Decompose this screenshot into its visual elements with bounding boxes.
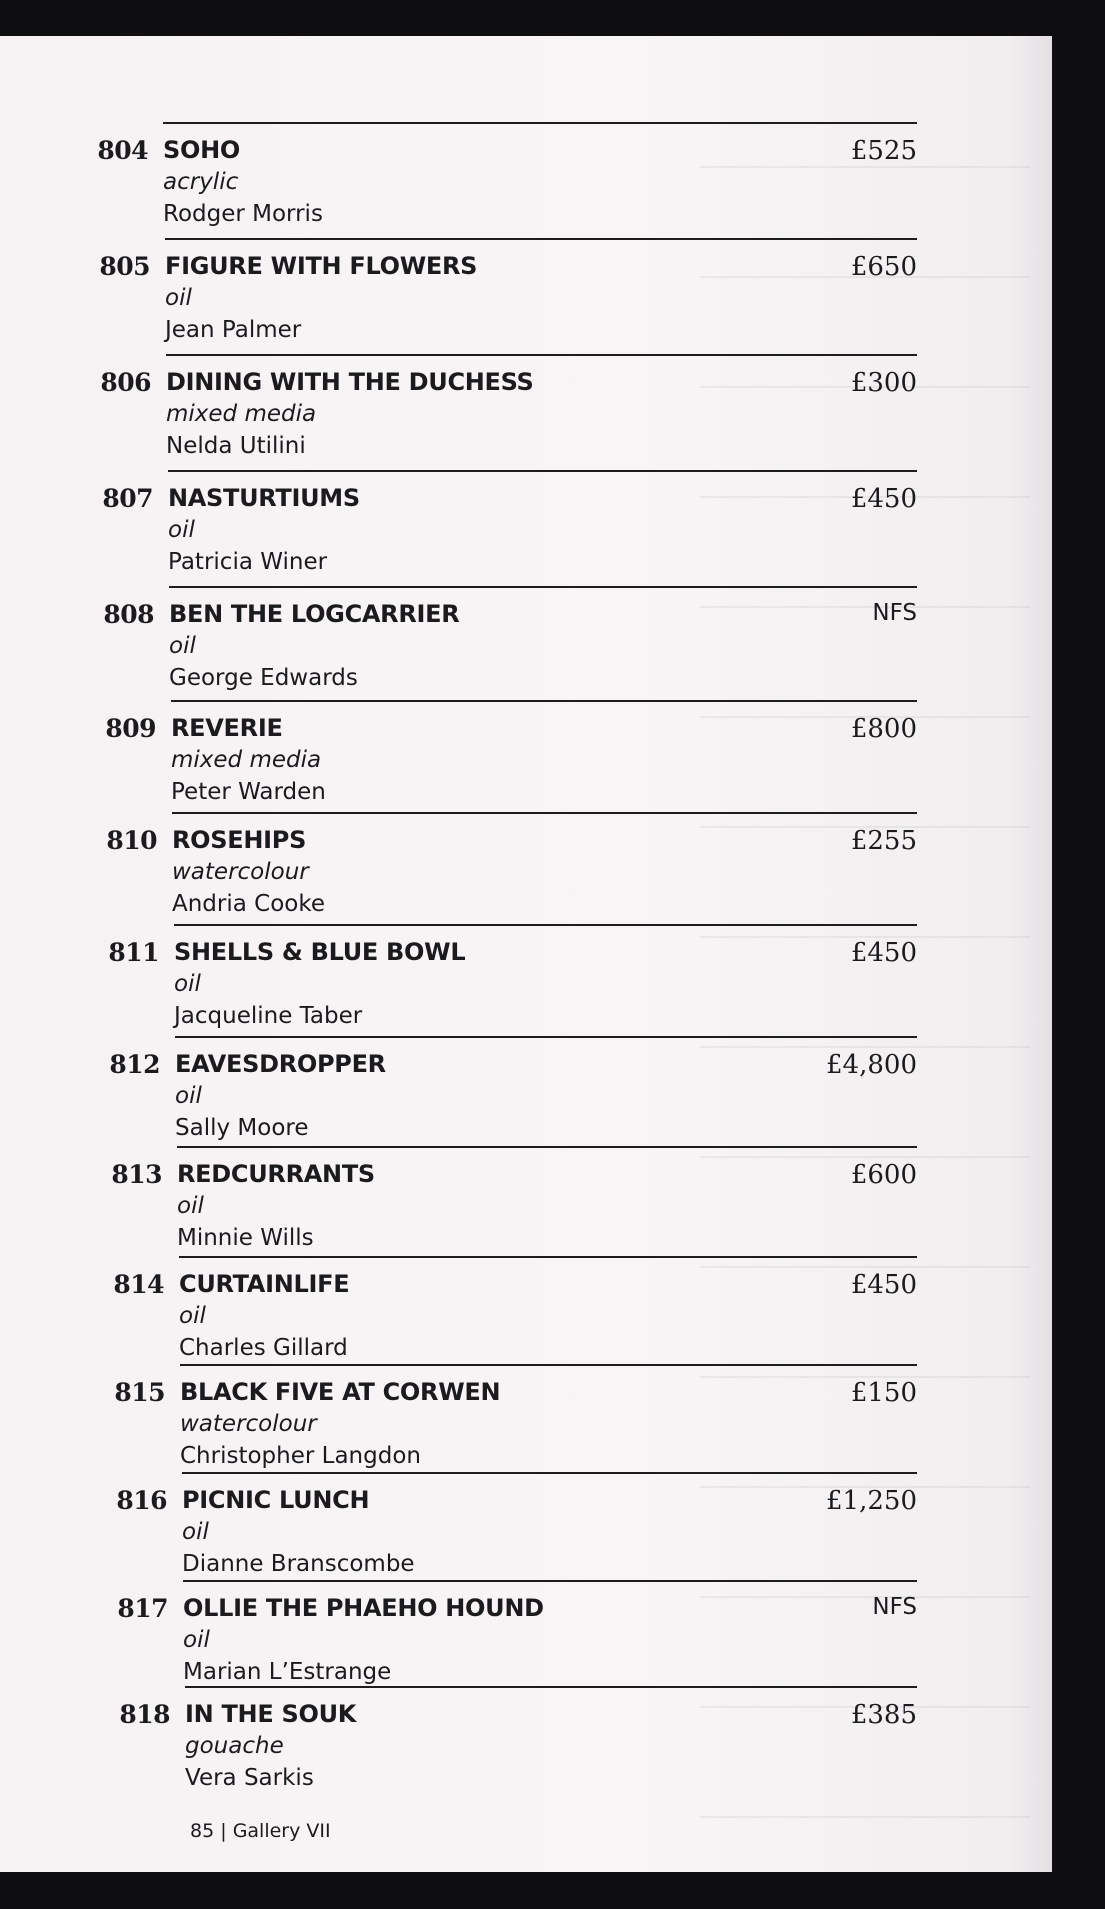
artwork-title: EAVESDROPPER bbox=[175, 1050, 386, 1078]
artwork-price: £1,250 bbox=[826, 1486, 917, 1516]
lot-number: 808 bbox=[103, 600, 154, 629]
catalogue-entry bbox=[0, 1686, 1052, 1796]
catalogue-entry bbox=[0, 470, 1052, 586]
artist-name: Christopher Langdon bbox=[180, 1443, 421, 1469]
artwork-price: £150 bbox=[850, 1378, 917, 1408]
artwork-price: £450 bbox=[850, 1270, 917, 1300]
artwork-medium: oil bbox=[175, 1083, 202, 1109]
artwork-medium: mixed media bbox=[171, 747, 322, 773]
artwork-medium: oil bbox=[168, 517, 195, 543]
artist-name: Sally Moore bbox=[175, 1115, 309, 1141]
artwork-title: SHELLS & BLUE BOWL bbox=[174, 938, 466, 966]
lot-number: 816 bbox=[116, 1486, 167, 1515]
artwork-medium: oil bbox=[179, 1303, 206, 1329]
artwork-title: CURTAINLIFE bbox=[179, 1270, 350, 1298]
entry-divider bbox=[172, 812, 917, 814]
entry-divider bbox=[166, 354, 917, 356]
lot-number: 806 bbox=[100, 368, 151, 397]
artist-name: Patricia Winer bbox=[168, 549, 328, 575]
artwork-title: SOHO bbox=[163, 136, 240, 164]
artist-name: Andria Cooke bbox=[172, 891, 326, 917]
catalogue-entry bbox=[0, 812, 1052, 924]
artist-name: Peter Warden bbox=[171, 779, 326, 805]
artwork-medium: oil bbox=[174, 971, 201, 997]
artwork-info bbox=[182, 1484, 415, 1581]
lot-number: 812 bbox=[109, 1050, 160, 1079]
artwork-price: NFS bbox=[872, 1594, 917, 1620]
artwork-info bbox=[183, 1592, 544, 1689]
lot-number: 805 bbox=[99, 252, 150, 281]
catalogue-entry bbox=[0, 1146, 1052, 1256]
artist-name: Rodger Morris bbox=[163, 201, 323, 227]
artwork-info bbox=[175, 1048, 386, 1145]
lot-number: 818 bbox=[119, 1700, 170, 1729]
lot-number: 811 bbox=[108, 938, 159, 967]
catalogue-entry bbox=[0, 924, 1052, 1036]
lot-number: 809 bbox=[105, 714, 156, 743]
artwork-price: £600 bbox=[850, 1160, 917, 1190]
artist-name: Nelda Utilini bbox=[166, 433, 306, 459]
lot-number: 813 bbox=[111, 1160, 162, 1189]
entry-divider bbox=[185, 1686, 917, 1688]
artwork-info bbox=[185, 1698, 356, 1795]
artwork-price: NFS bbox=[872, 600, 917, 626]
catalogue-entry bbox=[0, 1256, 1052, 1364]
artist-name: Jacqueline Taber bbox=[174, 1003, 363, 1029]
artwork-price: £4,800 bbox=[826, 1050, 917, 1080]
catalogue-entry bbox=[0, 1364, 1052, 1472]
entry-divider bbox=[179, 1256, 917, 1258]
artwork-price: £450 bbox=[850, 938, 917, 968]
lot-number: 810 bbox=[106, 826, 157, 855]
artwork-title: ROSEHIPS bbox=[172, 826, 307, 854]
artist-name: Marian L’Estrange bbox=[183, 1659, 392, 1685]
entry-divider bbox=[175, 1036, 917, 1038]
entry-divider bbox=[171, 700, 917, 702]
entry-divider bbox=[165, 238, 917, 240]
catalogue-entry bbox=[0, 1036, 1052, 1146]
artwork-title: NASTURTIUMS bbox=[168, 484, 360, 512]
artwork-info bbox=[179, 1268, 349, 1365]
catalogue-entry bbox=[0, 1580, 1052, 1686]
catalogue-page bbox=[0, 36, 1052, 1872]
artwork-info bbox=[163, 134, 323, 231]
catalogue-entry bbox=[0, 238, 1052, 354]
page-footer bbox=[190, 1820, 331, 1842]
artwork-info bbox=[177, 1158, 375, 1255]
artwork-price: £255 bbox=[850, 826, 917, 856]
artist-name: Vera Sarkis bbox=[185, 1765, 314, 1791]
entry-divider bbox=[169, 586, 917, 588]
artwork-medium: oil bbox=[169, 633, 196, 659]
entry-divider bbox=[174, 924, 917, 926]
artist-name: Minnie Wills bbox=[177, 1225, 314, 1251]
artwork-title: PICNIC LUNCH bbox=[182, 1486, 370, 1514]
artwork-price: £450 bbox=[850, 484, 917, 514]
lot-number: 817 bbox=[117, 1594, 168, 1623]
artwork-price: £300 bbox=[850, 368, 917, 398]
artwork-info bbox=[166, 366, 534, 463]
lot-number: 814 bbox=[113, 1270, 164, 1299]
entry-divider bbox=[182, 1472, 917, 1474]
artwork-price: £800 bbox=[850, 714, 917, 744]
artwork-title: BLACK FIVE AT CORWEN bbox=[180, 1378, 501, 1406]
artwork-medium: mixed media bbox=[166, 401, 317, 427]
artwork-price: £525 bbox=[850, 136, 917, 166]
artwork-info bbox=[169, 598, 459, 695]
artwork-medium: watercolour bbox=[172, 859, 309, 885]
artwork-price: £650 bbox=[850, 252, 917, 282]
artwork-price: £385 bbox=[850, 1700, 917, 1730]
catalogue-entry bbox=[0, 586, 1052, 700]
lot-number: 807 bbox=[102, 484, 153, 513]
artwork-medium: acrylic bbox=[163, 169, 239, 195]
catalogue-entry bbox=[0, 354, 1052, 470]
catalogue-list bbox=[0, 122, 1052, 1796]
entry-divider bbox=[168, 470, 917, 472]
catalogue-entry bbox=[0, 700, 1052, 812]
section-name: Gallery VII bbox=[232, 1820, 331, 1842]
lot-number: 815 bbox=[114, 1378, 165, 1407]
artwork-title: REDCURRANTS bbox=[177, 1160, 375, 1188]
entry-divider bbox=[180, 1364, 917, 1366]
catalogue-entry bbox=[0, 122, 1052, 238]
artwork-title: REVERIE bbox=[171, 714, 283, 742]
artist-name: Dianne Branscombe bbox=[182, 1551, 415, 1577]
artist-name: George Edwards bbox=[169, 665, 358, 691]
entry-divider bbox=[163, 122, 917, 124]
artwork-title: DINING WITH THE DUCHESS bbox=[166, 368, 534, 396]
artwork-medium: oil bbox=[182, 1519, 209, 1545]
artwork-medium: gouache bbox=[185, 1733, 284, 1759]
artwork-info bbox=[168, 482, 360, 579]
lot-number: 804 bbox=[97, 136, 148, 165]
artwork-info bbox=[172, 824, 325, 921]
page-number: 85 bbox=[190, 1820, 215, 1842]
artwork-info bbox=[174, 936, 465, 1033]
artwork-medium: oil bbox=[183, 1627, 210, 1653]
artwork-title: BEN THE LOGCARRIER bbox=[169, 600, 460, 628]
catalogue-entry bbox=[0, 1472, 1052, 1580]
artwork-info bbox=[180, 1376, 500, 1473]
artwork-title: OLLIE THE PHAEHO HOUND bbox=[183, 1594, 544, 1622]
artwork-medium: oil bbox=[177, 1193, 204, 1219]
artwork-medium: oil bbox=[165, 285, 192, 311]
artwork-medium: watercolour bbox=[180, 1411, 317, 1437]
entry-divider bbox=[177, 1146, 917, 1148]
artwork-info bbox=[165, 250, 477, 347]
artist-name: Jean Palmer bbox=[165, 317, 302, 343]
footer-separator: | bbox=[220, 1820, 227, 1842]
artwork-info bbox=[171, 712, 326, 809]
artwork-title: IN THE SOUK bbox=[185, 1700, 357, 1728]
entry-divider bbox=[183, 1580, 917, 1582]
artist-name: Charles Gillard bbox=[179, 1335, 348, 1361]
artwork-title: FIGURE WITH FLOWERS bbox=[165, 252, 478, 280]
